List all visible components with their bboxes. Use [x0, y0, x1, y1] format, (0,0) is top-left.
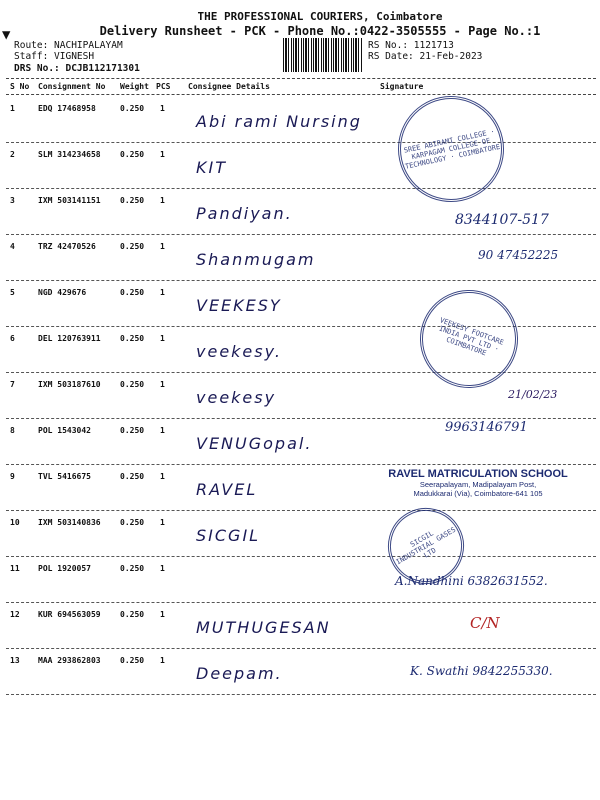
row-consignment-no: TRZ 42470526	[38, 242, 96, 251]
row-weight: 0.250	[120, 196, 145, 205]
row-consignee: MUTHUGESAN	[196, 618, 331, 637]
row-pcs: 1	[160, 380, 165, 389]
staff-label: Staff: VIGNESH	[14, 51, 95, 62]
rs-number: RS No.: 1121713	[368, 40, 454, 51]
row-pcs: 1	[160, 564, 165, 573]
col-sno: S No	[10, 82, 30, 91]
row-consignee: VEEKESY	[196, 296, 282, 315]
row-consignee: RAVEL	[196, 480, 258, 499]
header-bottom-rule	[6, 94, 596, 95]
route-label: Route: NACHIPALAYAM	[14, 40, 123, 51]
school-stamp-name: RAVEL MATRICULATION SCHOOL	[388, 468, 568, 480]
row-sno: 6	[10, 334, 15, 343]
row-sno: 13	[10, 656, 20, 665]
row-sno: 7	[10, 380, 15, 389]
row-pcs: 1	[160, 426, 165, 435]
row-separator	[6, 418, 596, 419]
row-consignment-no: KUR 694563059	[38, 610, 101, 619]
row-pcs: 1	[160, 196, 165, 205]
col-consignee: Consignee Details	[188, 82, 270, 91]
row-signature: 8344107-517	[455, 212, 549, 228]
row-sno: 2	[10, 150, 15, 159]
college-stamp-text: SREE ABIRAMI COLLEGE · KARPAGAM COLLEGE OF TECHNOLOGY · COIMBATORE	[403, 127, 501, 171]
row-separator	[6, 602, 596, 603]
table-row	[0, 420, 600, 466]
row-consignee: Shanmugam	[196, 250, 316, 269]
row-separator	[6, 694, 596, 695]
col-signature: Signature	[380, 82, 424, 91]
table-row	[0, 558, 600, 604]
row-sno: 3	[10, 196, 15, 205]
header-top-rule	[6, 78, 596, 79]
row-consignment-no: MAA 293862803	[38, 656, 101, 665]
school-stamp-address-2: Madukkarai (Via), Coimbatore-641 105	[413, 489, 543, 498]
row-sno: 10	[10, 518, 20, 527]
school-stamp-address-1: Seerapalayam, Madipalayam Post,	[419, 480, 537, 489]
row-separator	[6, 280, 596, 281]
row-consignment-no: IXM 503140836	[38, 518, 101, 527]
row-separator	[6, 372, 596, 373]
row-pcs: 1	[160, 610, 165, 619]
row-pcs: 1	[160, 242, 165, 251]
row-sno: 9	[10, 472, 15, 481]
col-consignment: Consignment No	[38, 82, 106, 91]
row-consignment-no: EDQ 17468958	[38, 104, 96, 113]
row-sno: 11	[10, 564, 20, 573]
row-sno: 5	[10, 288, 15, 297]
drs-number: DRS No.: DCJB112171301	[14, 63, 140, 74]
row-weight: 0.250	[120, 288, 145, 297]
row-pcs: 1	[160, 472, 165, 481]
table-row	[0, 604, 600, 650]
row-signature: K. Swathi 9842255330.	[410, 664, 553, 678]
row-weight: 0.250	[120, 242, 145, 251]
table-row	[0, 650, 600, 696]
row-signature: A.Nandhini 6382631552.	[395, 574, 548, 588]
row-consignee: KIT	[196, 158, 227, 177]
table-row	[0, 98, 600, 144]
row-weight: 0.250	[120, 564, 145, 573]
row-separator	[6, 556, 596, 557]
row-pcs: 1	[160, 656, 165, 665]
row-consignee: SICGIL	[196, 526, 261, 545]
row-consignment-no: IXM 503141151	[38, 196, 101, 205]
row-weight: 0.250	[120, 104, 145, 113]
row-weight: 0.250	[120, 472, 145, 481]
table-row	[0, 512, 600, 558]
row-consignment-no: DEL 120763911	[38, 334, 101, 343]
row-sno: 1	[10, 104, 15, 113]
table-row	[0, 190, 600, 236]
row-weight: 0.250	[120, 656, 145, 665]
row-sno: 4	[10, 242, 15, 251]
row-signature: 21/02/23	[508, 388, 558, 401]
col-weight: Weight	[120, 82, 149, 91]
table-row	[0, 144, 600, 190]
row-separator	[6, 464, 596, 465]
row-weight: 0.250	[120, 150, 145, 159]
row-consignment-no: POL 1543042	[38, 426, 91, 435]
row-sno: 12	[10, 610, 20, 619]
row-consignee: VENUGopal.	[196, 434, 313, 453]
row-consignee: veekesy.	[196, 342, 282, 361]
row-pcs: 1	[160, 288, 165, 297]
row-consignee: Abi rami Nursing	[196, 112, 362, 131]
row-weight: 0.250	[120, 610, 145, 619]
row-consignee: veekesy	[196, 388, 277, 407]
row-signature: C/N	[470, 614, 500, 632]
runsheet-subtitle: Delivery Runsheet - PCK - Phone No.:0422-3505555 - Page No.:1	[99, 24, 541, 38]
row-pcs: 1	[160, 334, 165, 343]
row-separator	[6, 648, 596, 649]
row-signature: 90 47452225	[478, 248, 559, 262]
row-pcs: 1	[160, 518, 165, 527]
row-separator	[6, 510, 596, 511]
row-separator	[6, 188, 596, 189]
row-consignment-no: SLM 314234658	[38, 150, 101, 159]
school-stamp	[378, 468, 578, 498]
barcode	[283, 38, 363, 72]
row-weight: 0.250	[120, 518, 145, 527]
table-row	[0, 374, 600, 420]
col-pcs: PCS	[156, 82, 171, 91]
row-consignee: Deepam.	[196, 664, 283, 683]
row-consignment-no: NGD 429676	[38, 288, 87, 297]
row-consignment-no: IXM 503187610	[38, 380, 101, 389]
table-row	[0, 236, 600, 282]
corner-mark: ▼	[2, 27, 11, 43]
row-weight: 0.250	[120, 426, 145, 435]
row-separator	[6, 234, 596, 235]
row-consignee: Pandiyan.	[196, 204, 293, 223]
row-weight: 0.250	[120, 380, 145, 389]
row-consignment-no: TVL 5416675	[38, 472, 91, 481]
row-separator	[6, 142, 596, 143]
rs-date: RS Date: 21-Feb-2023	[368, 51, 483, 62]
row-pcs: 1	[160, 104, 165, 113]
company-title: THE PROFESSIONAL COURIERS, Coimbatore	[197, 10, 443, 23]
row-consignment-no: POL 1920057	[38, 564, 91, 573]
sicgil-stamp-text: SICGIL INDUSTRIAL GASES LTD	[394, 525, 458, 567]
row-pcs: 1	[160, 150, 165, 159]
row-signature: 9963146791	[445, 420, 528, 435]
footcare-stamp-text: VEEKESY FOOTCARE INDIA PVT LTD · COIMBATORE	[437, 316, 505, 358]
row-weight: 0.250	[120, 334, 145, 343]
row-sno: 8	[10, 426, 15, 435]
